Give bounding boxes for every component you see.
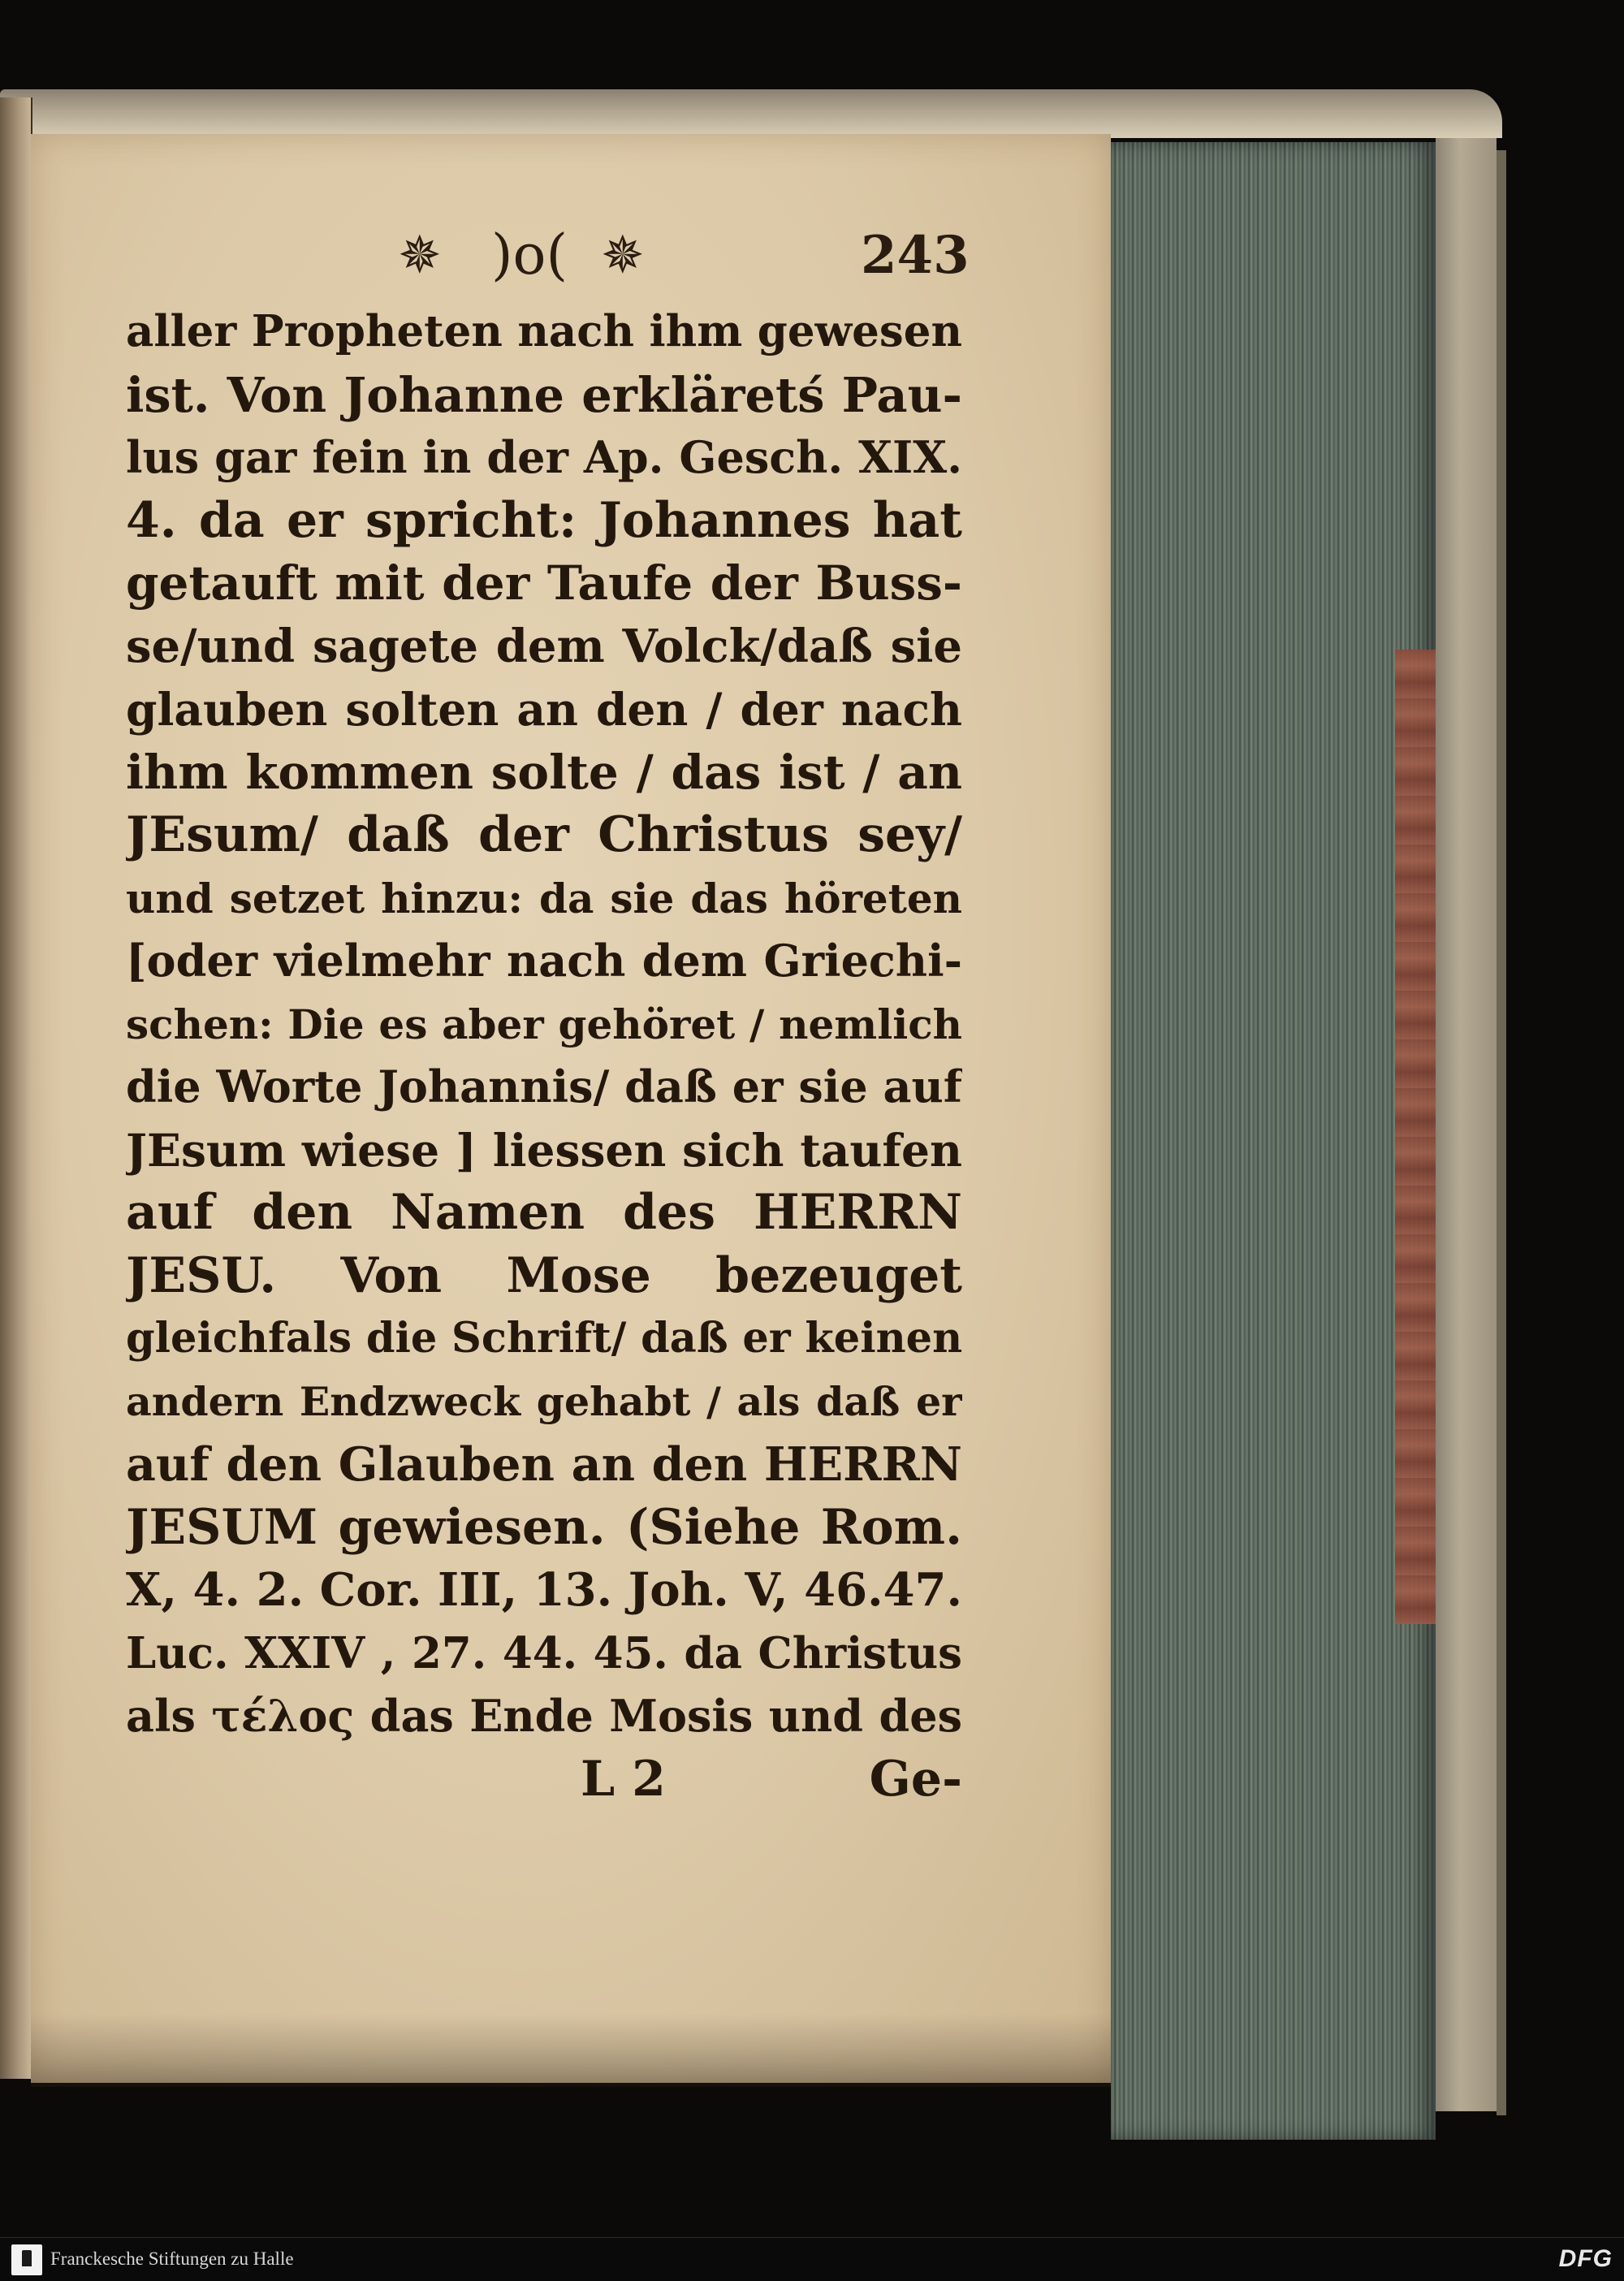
text-line: glauben solten an den / der nach	[126, 683, 962, 736]
footer-bar	[0, 2237, 1624, 2281]
text-line: schen: Die es aber gehöret / nemlich	[126, 1000, 962, 1048]
text-line: JEsum wiese ] liessen sich taufen	[126, 1123, 962, 1177]
headline-center-mark: )o(	[491, 223, 568, 287]
text-line: Luc. XXIV , 27. 44. 45. da Christus	[126, 1627, 962, 1678]
institution-logo-icon	[11, 2244, 42, 2275]
facing-page-edge	[0, 97, 32, 2079]
body-text	[126, 300, 962, 1811]
text-line: auf den Namen des HERRN	[126, 1184, 962, 1241]
text-line: JESUM gewiesen. (Siehe Rom.	[126, 1498, 962, 1556]
catchline	[126, 1748, 962, 1812]
institution-name: Franckesche Stiftungen zu Halle	[50, 2249, 294, 2269]
text-line: getauft mit der Taufe der Buss-	[126, 555, 962, 611]
text-line: auf den Glauben an den HERRN	[126, 1437, 962, 1492]
text-line: lus gar fein in der Ap. Gesch. XIX.	[126, 431, 962, 483]
signature-mark: L 2	[581, 1750, 666, 1808]
text-line: X, 4. 2. Cor. III, 13. Joh. V, 46.47.	[126, 1563, 962, 1617]
dfg-logo: DFG	[1558, 2245, 1613, 2272]
text-line: JESU. Von Mose bezeuget	[126, 1246, 962, 1304]
text-line: gleichfals die Schrift/ daß er keinen	[126, 1314, 962, 1363]
page-number: 243	[861, 225, 970, 286]
text-line: andern Endzweck gehabt / als daß er	[126, 1377, 962, 1425]
text-line: se/und sagete dem Volck/daß sie	[126, 619, 962, 673]
text-line: JEsum/ daß der Christus sey/	[126, 806, 962, 863]
cover-right-edge	[1497, 150, 1506, 2115]
text-line: ist. Von Johanne erkläretś Pau-	[126, 366, 962, 423]
page-block-fore-edge	[1111, 142, 1436, 2140]
ornament-right-icon: ✵	[601, 226, 645, 286]
text-line: ihm kommen solte / das ist / an	[126, 744, 962, 800]
text-line: die Worte Johannis/ daß er sie auf	[126, 1061, 962, 1112]
catchword: Ge-	[869, 1750, 962, 1808]
text-line: und setzet hinzu: da sie das höreten	[126, 874, 962, 922]
text-line: 4. da er spricht: Johannes hat	[126, 491, 962, 549]
text-line: aller Propheten nach ihm gewesen	[126, 306, 962, 356]
ornament-left-icon: ✵	[398, 226, 442, 286]
text-line: [oder vielmehr nach dem Griechi-	[126, 935, 962, 987]
cover-board	[1436, 138, 1497, 2111]
text-line: als τέλος das Ende Mosis und des	[126, 1690, 962, 1742]
running-headline	[122, 219, 970, 292]
page-shadow	[31, 2014, 1111, 2087]
book-cover-top-edge	[0, 89, 1502, 138]
